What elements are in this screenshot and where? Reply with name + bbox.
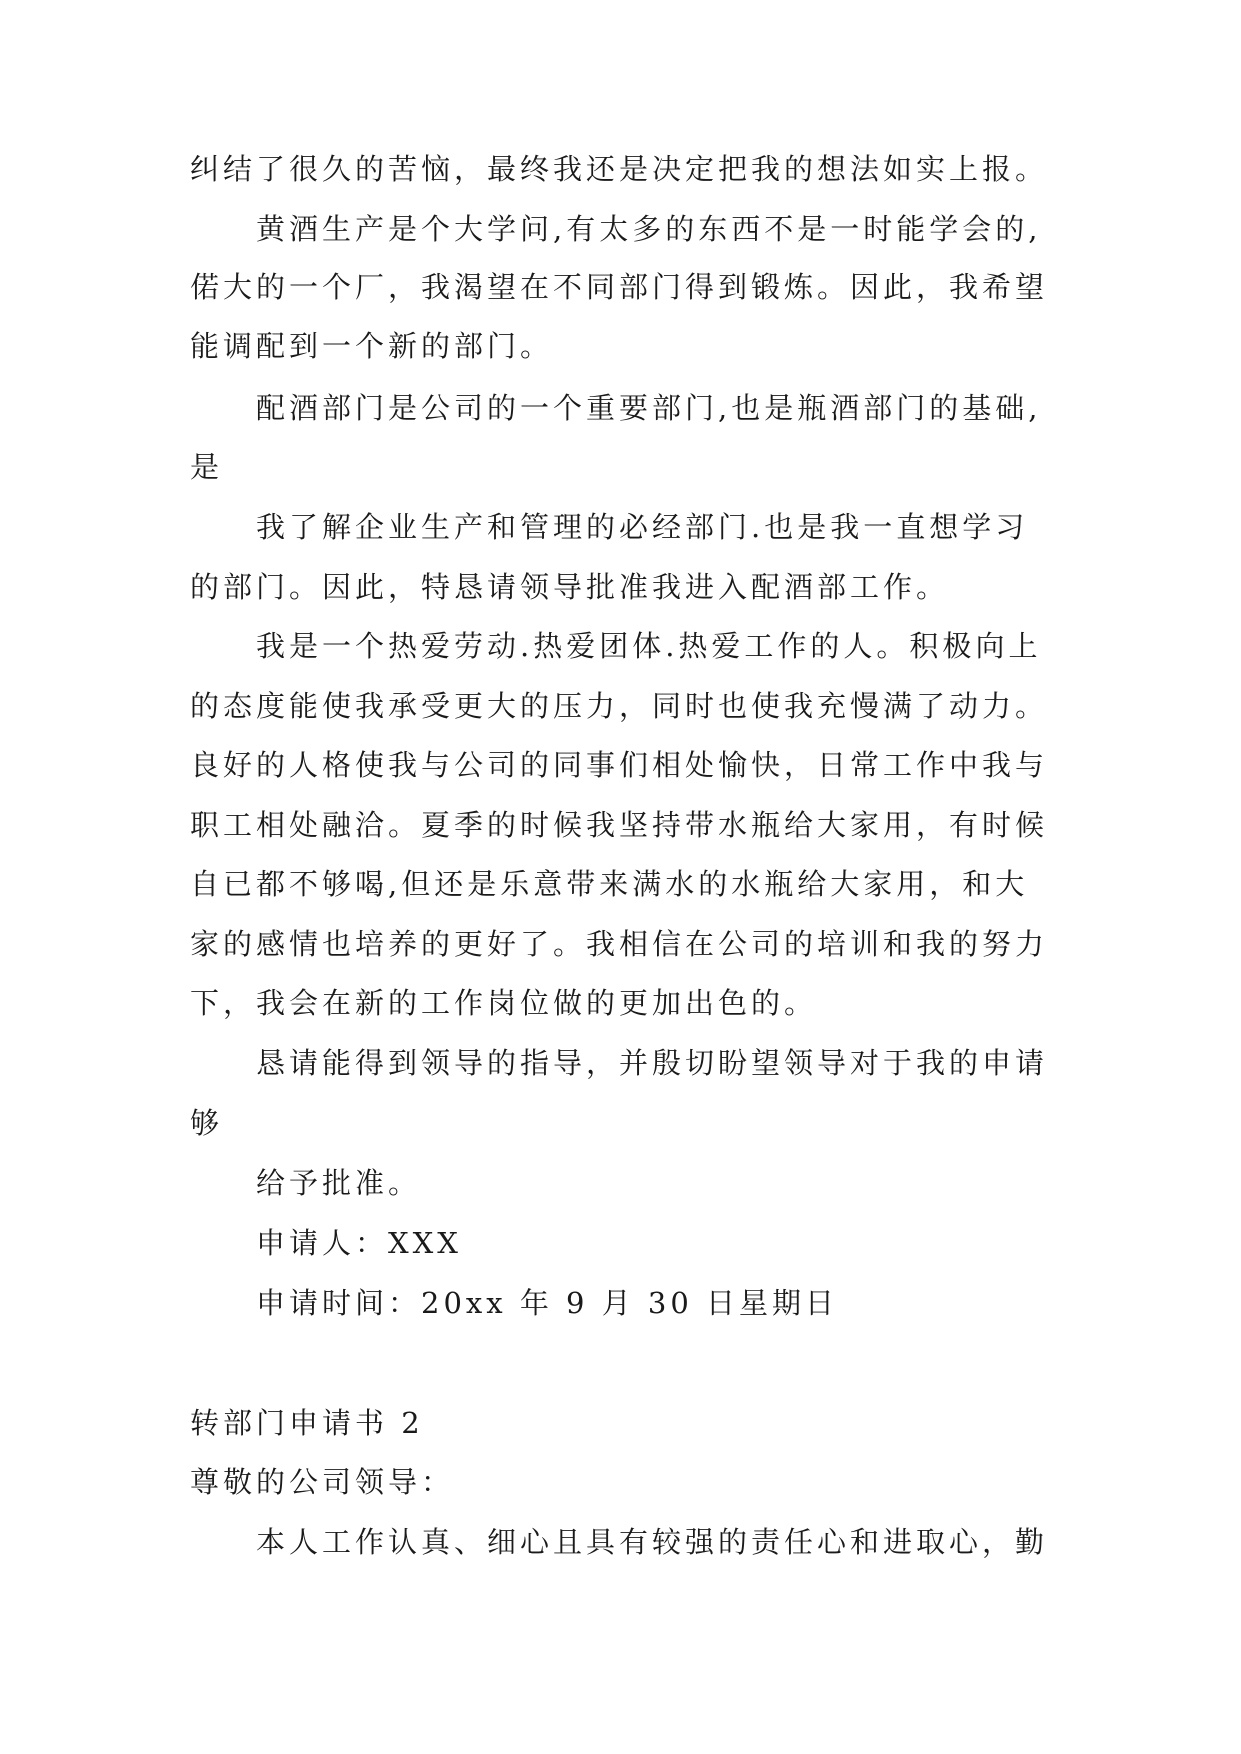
paragraph-line-9: 我是一个热爱劳动.热爱团体.热爱工作的人。积极向上	[256, 629, 1042, 663]
section-heading: 转部门申请书 2	[190, 1406, 424, 1440]
paragraph-line-17: 够	[190, 1106, 224, 1140]
salutation-line: 尊敬的公司领导：	[190, 1465, 455, 1499]
application-date-line: 申请时间：20xx 年 9 月 30 日星期日	[256, 1286, 839, 1320]
applicant-line: 申请人：XXX	[256, 1226, 462, 1260]
paragraph-line-4: 能调配到一个新的部门。	[190, 329, 554, 363]
paragraph-line-8: 的部门。因此，特恳请领导批准我进入配酒部工作。	[190, 570, 950, 604]
paragraph-line-18: 给予批准。	[256, 1166, 422, 1200]
paragraph-line-3: 偌大的一个厂，我渴望在不同部门得到锻炼。因此，我希望	[190, 270, 1049, 304]
paragraph-line-6: 是	[190, 450, 224, 484]
paragraph-line-13: 自已都不够喝,但还是乐意带来满水的水瓶给大家用，和大	[190, 867, 1029, 901]
paragraph-line-23: 本人工作认真、细心且具有较强的责任心和进取心，勤	[256, 1525, 1049, 1559]
paragraph-line-10: 的态度能使我承受更大的压力，同时也使我充慢满了动力。	[190, 689, 1049, 723]
paragraph-line-12: 职工相处融洽。夏季的时候我坚持带水瓶给大家用，有时候	[190, 808, 1049, 842]
paragraph-line-2: 黄酒生产是个大学问,有太多的东西不是一时能学会的,	[256, 212, 1042, 246]
paragraph-line-7: 我了解企业生产和管理的必经部门.也是我一直想学习	[256, 510, 1029, 544]
paragraph-line-5: 配酒部门是公司的一个重要部门,也是瓶酒部门的基础,	[256, 391, 1042, 425]
paragraph-line-1: 纠结了很久的苦恼，最终我还是决定把我的想法如实上报。	[190, 152, 1049, 186]
paragraph-line-16: 恳请能得到领导的指导，并殷切盼望领导对于我的申请	[256, 1046, 1049, 1080]
paragraph-line-11: 良好的人格使我与公司的同事们相处愉快，日常工作中我与	[190, 748, 1049, 782]
paragraph-line-14: 家的感情也培养的更好了。我相信在公司的培训和我的努力	[190, 927, 1049, 961]
paragraph-line-15: 下，我会在新的工作岗位做的更加出色的。	[190, 986, 818, 1020]
